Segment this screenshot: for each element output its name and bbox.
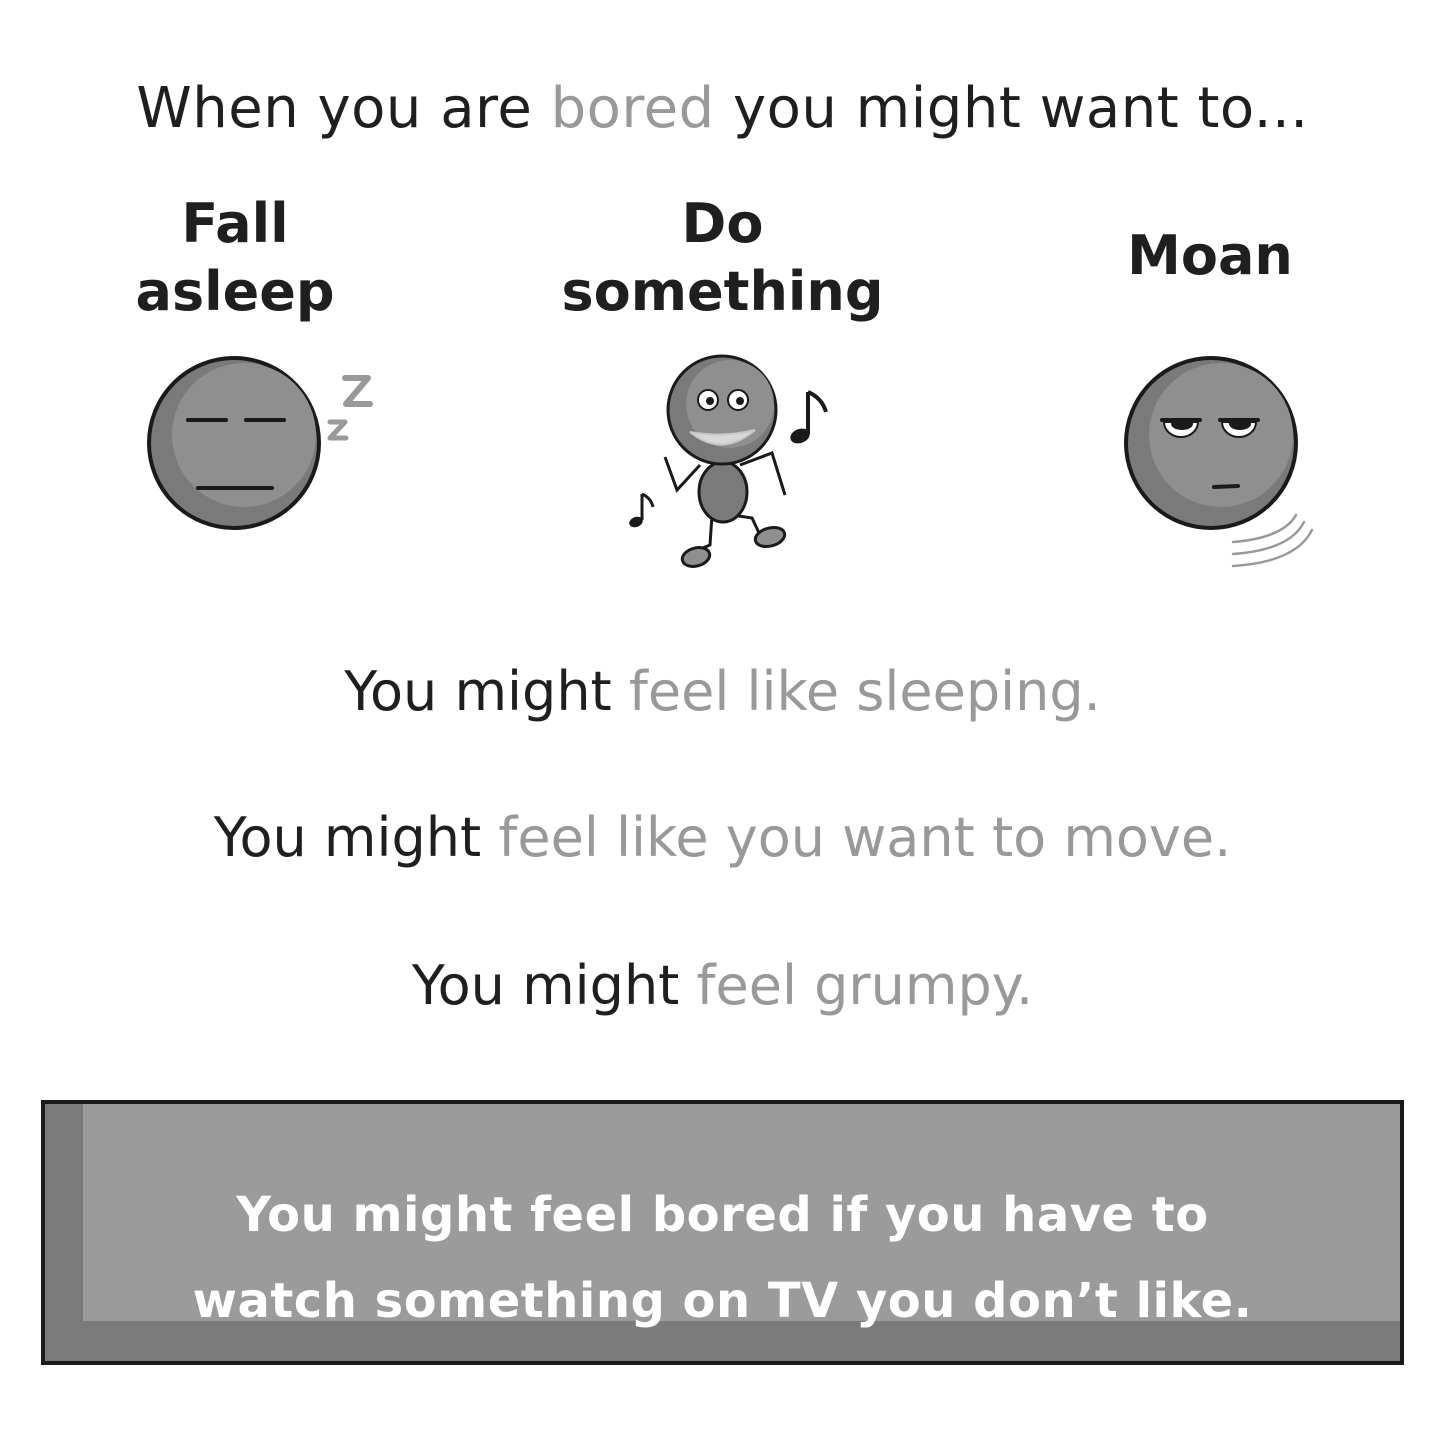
music-note-icon-small [628, 494, 653, 529]
banner-line-1: You might feel bored if you have to [236, 1187, 1209, 1243]
label-fall-asleep [95, 190, 375, 326]
label-moan-line1: Moan [1127, 224, 1293, 287]
feeling-highlight-3: feel grumpy. [696, 954, 1034, 1017]
feeling-prefix-2: You might [213, 806, 499, 869]
feeling-sentence-3 [0, 951, 1445, 1021]
feeling-sentence-1 [0, 657, 1445, 727]
eye-roll-face-icon [1118, 350, 1318, 580]
label-fall-asleep-line1: Fall [181, 192, 289, 255]
feeling-sentence-2 [0, 803, 1445, 873]
headline [0, 74, 1445, 144]
label-do-something [520, 190, 925, 326]
headline-highlight: bored [550, 76, 715, 141]
feeling-highlight-1: feel like sleeping. [628, 660, 1101, 723]
feeling-highlight-2: feel like you want to move. [498, 806, 1232, 869]
headline-part2: you might want to... [714, 76, 1309, 141]
banner-text [45, 1172, 1400, 1344]
label-do-something-line1: Do [681, 192, 764, 255]
sleeping-face-icon [140, 350, 380, 540]
feeling-prefix-1: You might [344, 660, 629, 723]
feeling-prefix-3: You might [411, 954, 697, 1017]
music-note-icon [788, 392, 826, 446]
headline-part1: When you are [136, 76, 551, 141]
banner-line-2: watch something on TV you don’t like. [192, 1273, 1253, 1329]
example-banner [41, 1100, 1404, 1365]
label-moan [1080, 222, 1340, 290]
label-fall-asleep-line2: asleep [135, 260, 335, 323]
label-do-something-line2: something [561, 260, 884, 323]
dancing-figure-icon [620, 350, 840, 575]
